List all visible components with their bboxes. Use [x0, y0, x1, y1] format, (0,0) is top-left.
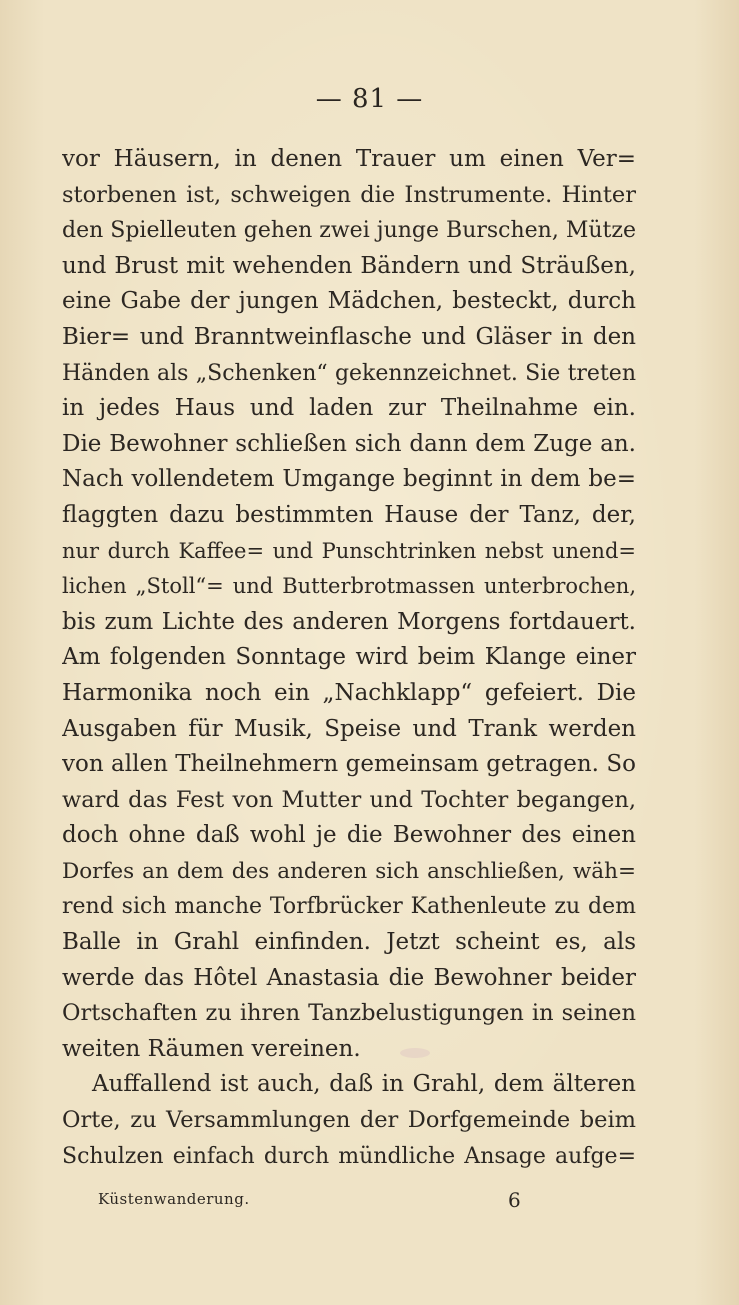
text-line: Händen als „Schenken“ gekennzeichnet. Sie treten	[62, 360, 636, 386]
text-line: storbenen ist, schweigen die Instrumente. Hinter	[62, 181, 636, 208]
page-number: — 81 —	[315, 84, 424, 114]
text-line: Die Bewohner schließen sich dann dem Zuge an.	[62, 430, 636, 457]
text-line: Dorfes an dem des anderen sich anschließen, wäh=	[62, 858, 636, 884]
text-line: Harmonika noch ein „Nachklapp“ gefeiert. Die	[62, 679, 636, 706]
text-line: Orte, zu Versammlungen der Dorfgemeinde beim	[62, 1107, 636, 1134]
text-line: den Spielleuten gehen zwei junge Burschen, Mütze	[62, 218, 636, 244]
text-line: flaggten dazu bestimmten Hause der Tanz, der,	[62, 501, 636, 528]
text-line: Schulzen einfach durch mündliche Ansage aufge=	[62, 1143, 636, 1169]
text-line: ward das Fest von Mutter und Tochter begangen,	[62, 786, 636, 813]
text-line: rend sich manche Torfbrücker Kathenleute zu dem	[62, 894, 636, 920]
text-line: Am folgenden Sonntage wird beim Klange einer	[62, 644, 636, 671]
text-line: nur durch Kaffee= und Punschtrinken nebst unend=	[62, 538, 636, 563]
text-line: lichen „Stoll“= und Butterbrotmassen unterbrochen,	[62, 574, 636, 599]
signature-mark: 6	[508, 1188, 521, 1212]
text-line: weiten Räumen vereinen.	[62, 1035, 361, 1062]
ink-stain	[400, 1048, 430, 1058]
text-line: Bier= und Branntweinflasche und Gläser in den	[62, 323, 636, 350]
text-line: vor Häusern, in denen Trauer um einen Ver=	[62, 146, 636, 172]
text-line: von allen Theilnehmern gemeinsam getragen. So	[62, 751, 636, 778]
text-line: doch ohne daß wohl je die Bewohner des einen	[62, 822, 636, 849]
text-line: Balle in Grahl einfinden. Jetzt scheint es, als	[62, 929, 636, 956]
body-text	[62, 142, 636, 1174]
text-line: Auffallend ist auch, daß in Grahl, dem älteren	[92, 1071, 636, 1098]
text-line: Ausgaben für Musik, Speise und Trank werden	[62, 715, 636, 742]
text-line: und Brust mit wehenden Bändern und Sträußen,	[62, 252, 636, 279]
text-line: werde das Hôtel Anastasia die Bewohner beider	[62, 964, 636, 991]
text-line: eine Gabe der jungen Mädchen, besteckt, durch	[62, 288, 636, 315]
running-footer-title: Küstenwanderung.	[98, 1190, 250, 1208]
page-footer	[0, 1188, 739, 1218]
text-line: bis zum Lichte des anderen Morgens fortdauert.	[62, 608, 636, 635]
text-line: Ortschaften zu ihren Tanzbelustigungen in seinen	[62, 1000, 636, 1027]
text-line: Nach vollendetem Umgange beginnt in dem be=	[62, 466, 636, 493]
text-line: in jedes Haus und laden zur Theilnahme ein.	[62, 395, 636, 422]
